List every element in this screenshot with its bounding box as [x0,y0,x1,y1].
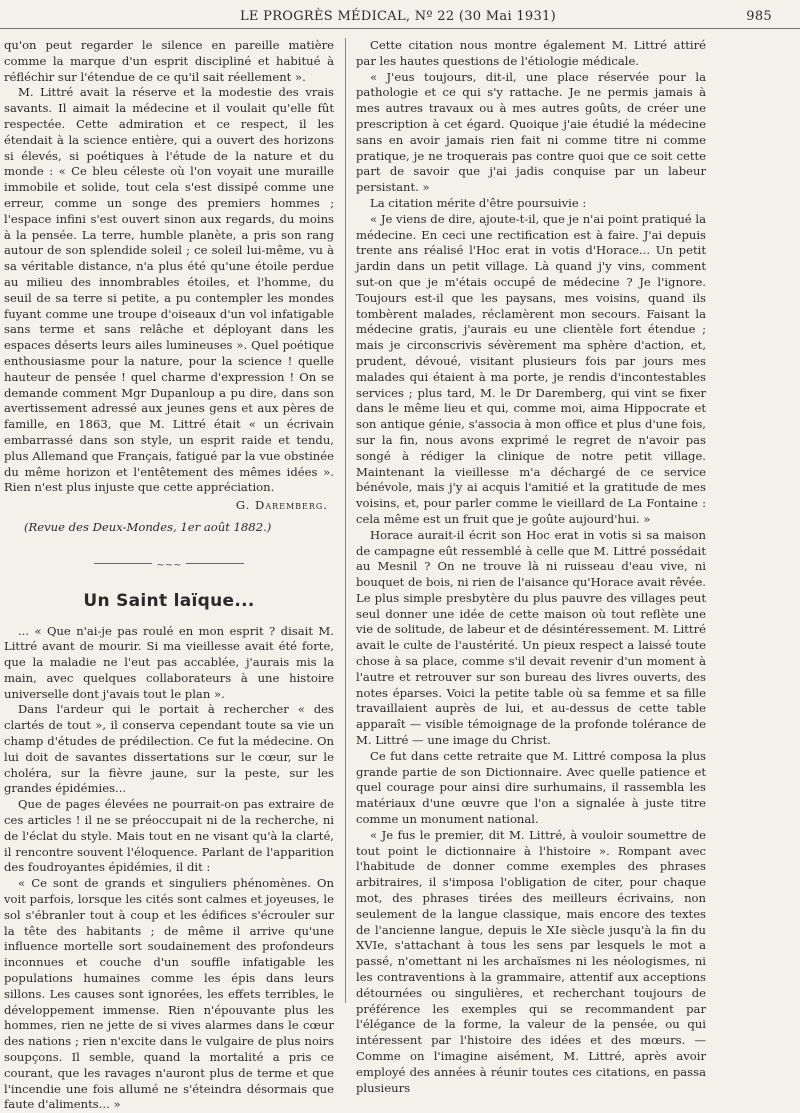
paragraph: ... « Que n'ai-je pas roulé en mon esprit ? disait M. Littré avant de mourir. Si ma vieillesse avait été forte, que la maladie ne l'eut pas accablée, j'aurais mis la main, avec quelques collaborateurs à une histoire universelle dont j'avais tout le plan ». [4,623,334,701]
paragraph: « Je fus le premier, dit M. Littré, à vouloir soumettre de tout point le dictionnaire à l'histoire ». Rompant avec l'habitude de donner comme exemples des phrases arbitraires, il s'imposa l'obligation de citer, pour chaque mot, des phrases tirées des meilleurs écrivains, non seulement de la langue classique, mais encore des textes de l'ancienne langue, depuis le XIe siècle jusqu'à la fin du XVIe, s'attachant à tous les sens par lesquels le mot a passé, n'omettant ni les archaïsmes ni les néologismes, ni les contraventions à la grammaire, attentif aux acceptions détournées ou singulières, et recherchant toujours de préférence les exemples qui se recommandent par l'élégance de la forme, la valeur de la pensée, ou qui intéressent par l'histoire des idées et des mœurs. — Comme on l'imagine aisément, M. Littré, après avoir employé des années à réunir toutes ces citations, en passa plusieurs [356,827,706,1095]
paragraph: qu'on peut regarder le silence en pareille matière comme la marque d'un esprit discipliné et habitué à réfléchir sur l'étendue de ce qu'il sait réellement ». [4,38,334,84]
left-column [4,38,334,1113]
signature: G. Daremberg. [235,498,328,513]
source-citation: (Revue des Deux-Mondes, 1er août 1882.) [24,519,272,534]
column-rule [345,38,346,1003]
paragraph: Dans l'ardeur qui le portait à rechercher « des clartés de tout », il conserva cependant toute sa vie un champ d'études de prédilection. Ce fut la médecine. On lui doit de savantes dissertations sur le cœur, sur le choléra, sur la fièvre jaune, sur la peste, sur les grandes épidémies... [4,702,334,796]
paragraph: « Ce sont de grands et singuliers phénomènes. On voit parfois, lorsque les cités sont calmes et joyeuses, le sol s'ébranler tout à coup et les édifices s'écrouler sur la tête des habitants ; de même il arrive qu'une influence mortelle sort soudainement des profondeurs inconnues et couche d'un souffle infatigable les populations humaines comme les épis dans leurs sillons. Les causes sont ignorées, les effets terribles, le développement immense. Rien n'épouvante plus les hommes, rien ne jette de si vives alarmes dans le cœur des nations ; rien n'excite dans le vulgaire de plus noirs soupçons. Il semble, quand la mortalité a pris ce courant, que les ravages n'auront plus de terme et que l'incendie une fois allumé ne s'éteindra désormais que faute d'aliments... » [4,876,334,1112]
paragraph: La citation mérite d'être poursuivie : [370,195,587,210]
journal-title: LE PROGRÈS MÉDICAL, Nº 22 (30 Mai 1931) [240,9,556,24]
paragraph: Que de pages élevées ne pourrait-on pas extraire de ces articles ! il ne se préoccupait ni de la recherche, ni de l'éclat du style. Mais tout en ne visant qu'à la clarté, il rencontre souvent l'éloquence. Parlant de l'apparition des foudroyantes épidémies, il dit : [4,797,334,875]
section-title: Un Saint laïque... [83,590,255,611]
page-header [0,6,800,29]
paragraph: Cette citation nous montre également M. Littré attiré par les hautes questions de l'étiologie médicale. [356,38,706,68]
page-number: 985 [746,9,772,24]
paragraph: Horace aurait-il écrit son Hoc erat in votis si sa maison de campagne eût ressemblé à celle que M. Littré possédait au Mesnil ? On ne trouve là ni ruisseau d'eau vive, ni bouquet de bois, ni rien de l'aisance qu'Horace avait rêvée. Le plus simple presbytère du plus pauvre des villages peut seul donner une idée de cette maison où tout reflète une vie de solitude, de labeur et de désintéressement. M. Littré avait le culte de l'austérité. Un pieux respect a laissé toute chose à sa place, comme s'il devait revenir d'un moment à l'autre et retrouver sur son bureau des livres ouverts, des notes éparses. Voici la petite table où sa femme et sa fille travaillaient auprès de lui, et au-dessus de cette table apparaît — visible témoignage de la profonde tolérance de M. Littré — une image du Christ. [356,527,706,748]
paragraph: M. Littré avait la réserve et la modestie des vrais savants. Il aimait la médecine et il voulait qu'elle fût respectée. Cette admiration et ce respect, il les étendait à la science entière, qui a ouvert des horizons si élevés, si poétiques à l'étude de la nature et du monde : « Ce bleu céleste où l'on voyait une muraille immobile et solide, tout cela s'est dissipé comme une erreur, comme un songe des premiers hommes ; l'espace infini s'est ouvert sinon aux regards, du moins à la pensée. La terre, humble planète, a pris son rang autour de son splendide soleil ; ce soleil lui-même, vu à sa véritable distance, n'a plus été qu'une étoile perdue au milieu des innombrables étoiles, et l'homme, du seuil de sa terre si petite, a pu contempler les mondes fuyant comme une troupe d'oiseaux d'un vol infatigable sans terme et sans relâche et déployant dans les espaces déserts leurs ailes lumineuses ». Quel poétique enthousiasme pour la nature, pour la science ! quelle hauteur de pensée ! quel charme d'expression ! On se demande comment Mgr Dupanloup a pu dire, dans son avertissement adressé aux jeunes gens et aux pères de famille, en 1863, que M. Littré était « un écrivain embarrassé dans son style, un esprit raide et tendu, plus Allemand que Français, fatigué par la vue obstinée du même horizon et l'entêtement des mêmes idées ». Rien n'est plus injuste que cette appréciation. [4,85,334,495]
divider-ornament: ~~~ [4,558,334,568]
right-column [356,38,706,1096]
paragraph: « J'eus toujours, dit-il, une place réservée pour la pathologie et ce qui s'y rattache. Je ne permis jamais à mes autres travaux ou à mes autres goûts, de créer une prescription à cet égard. Quoique j'aie étudié la médecine sans en avoir jamais rien fait ni comme titre ni comme pratique, je ne troquerais pas contre quoi que ce soit cette part de savoir que j'ai jadis conquise par un labeur persistant. » [356,69,706,195]
paragraph: Ce fut dans cette retraite que M. Littré composa la plus grande partie de son Dictionnaire. Avec quelle patience et quel courage pour ainsi dire surhumains, il rassembla les matériaux d'une œuvre que l'on a signalée à juste titre comme un monument national. [356,748,706,827]
paragraph: « Je viens de dire, ajoute-t-il, que je n'ai point pratiqué la médecine. En ceci une rectification est à faire. J'ai depuis trente ans réalisé l'Hoc erat in votis d'Horace... Un petit jardin dans un petit village. Là quand j'y vins, comment sut-on que je m'étais occupé de médecine ? Je l'ignore. Toujours est-il que les paysans, mes voisins, quand ils tombèrent malades, réclamèrent mon secours. Faisant la médecine gratis, j'aurais eu une clientèle fort étendue ; mais je circonscrivis sévèrement ma sphère d'action, et, prudent, dévoué, visitant plusieurs fois par jours mes malades qui étaient à ma porte, je rendis d'incontestables services ; plus tard, M. le Dr Daremberg, qui vint se fixer dans le même lieu et qui, comme moi, aima Hippocrate et son antique génie, s'associa à mon office et plus d'une fois, sur la fin, nous avons exprimé le regret de n'avoir pas songé à rédiger la clinique de notre petit village. Maintenant la vieillesse m'a déchargé de ce service bénévole, mais j'y ai acquis l'amitié et la gratitude de mes voisins, et, pour parler comme le vieillard de La Fontaine : cela même est un fruit que je goûte aujourd'hui. » [356,211,706,526]
